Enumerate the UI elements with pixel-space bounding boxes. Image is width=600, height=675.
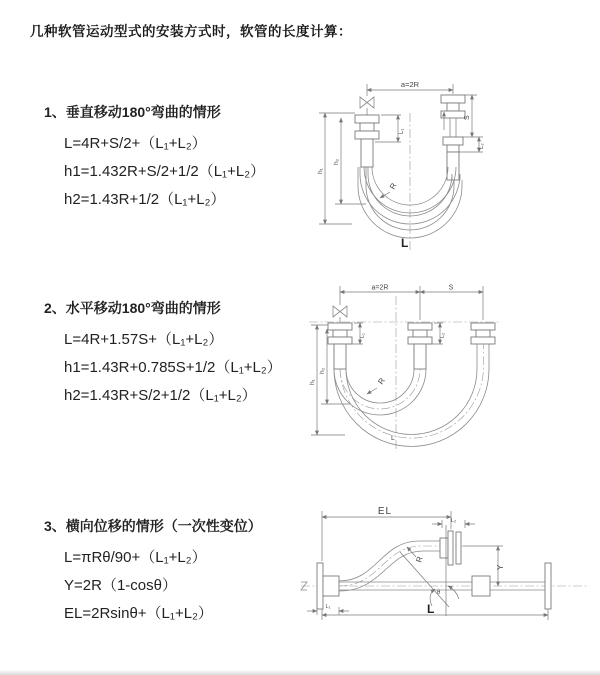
formula-l3: L=πRθ/90+（L₁+L₂） <box>64 549 207 566</box>
dim-label-stroke: S <box>464 115 471 120</box>
valve-icon <box>333 306 347 323</box>
left-flange <box>317 563 339 609</box>
dim-label-radius: R <box>387 181 399 191</box>
middle-pipe-fitting <box>408 323 432 369</box>
dim-label-h1: h₁ <box>309 379 316 385</box>
dim-label-offset: Y <box>496 564 505 570</box>
section-1-heading: 1、垂直移动180°弯曲的情形 <box>44 104 221 120</box>
dim-label-radius: R <box>414 555 425 564</box>
fitting-length-dimension-left <box>307 604 349 615</box>
fitting-length-dimension-right <box>432 518 475 528</box>
span-dimension <box>367 80 453 96</box>
radius-callout <box>380 181 399 198</box>
radius-callout <box>407 547 425 564</box>
diagram-lateral-displacement <box>297 503 592 643</box>
braided-hose-section <box>361 139 373 167</box>
section-3-heading: 3、横向位移的情形（一次性变位） <box>44 518 262 534</box>
upper-flange <box>440 531 461 565</box>
dim-label-l1: L₁ <box>399 128 405 134</box>
section-3 <box>44 516 262 628</box>
left-pipe-fitting <box>355 115 379 167</box>
dim-label-stroke: S <box>448 284 454 292</box>
dim-label-length: L <box>391 435 395 442</box>
valve-icon <box>360 97 374 115</box>
section-2 <box>44 298 282 410</box>
dim-label-length: L <box>401 236 409 250</box>
section-2-heading: 2、水平移动180°弯曲的情形 <box>44 300 221 316</box>
el-dimension <box>322 506 451 564</box>
formula-el3: EL=2Rsinθ+（L₁+L₂） <box>64 605 213 622</box>
u-bend-hose-curves <box>334 344 489 446</box>
formula-y3: Y=2R（1-cosθ） <box>64 577 177 594</box>
scan-edge-shadow <box>0 670 600 675</box>
braided-hose-section <box>334 344 346 369</box>
dim-label-span: a=2R <box>400 80 420 89</box>
height-dimensions <box>317 113 366 224</box>
dim-label-l1: L₁ <box>325 604 331 610</box>
formula-h2-1: h2=1.43R+1/2（L₁+L₂） <box>64 191 226 208</box>
dim-label-l2: L₂ <box>440 332 446 338</box>
fitting-length-dimension-left <box>375 115 405 142</box>
braided-hose-section <box>414 344 426 369</box>
dim-label-length: L <box>427 602 435 616</box>
dim-label-span: a=2R <box>371 284 389 292</box>
formula-h2-2: h2=1.43R+S/2+1/2（L₁+L₂） <box>64 387 257 404</box>
dim-label-h1: h₁ <box>317 168 324 174</box>
radius-callout <box>367 376 387 394</box>
dim-label-l1: L₁ <box>360 333 366 338</box>
dim-label-h2: h₂ <box>333 158 340 165</box>
dim-label-angle: θ <box>437 590 441 596</box>
dim-label-l2: L₂ <box>479 143 485 149</box>
formula-h1-1: h1=1.432R+S/2+1/2（L₁+L₂） <box>64 163 266 180</box>
braided-hose-section <box>447 152 459 180</box>
page-title: 几种软管运动型式的安装方式时，软管的长度计算： <box>30 24 352 39</box>
length-dimension <box>322 602 548 620</box>
diagram-vertical-180-bend <box>306 68 546 258</box>
formula-l1: L=4R+S/2+（L₁+L₂） <box>64 135 207 152</box>
span-and-stroke-dimensions <box>340 285 483 321</box>
formula-l2: L=4R+1.57S+（L₁+L₂） <box>64 331 224 348</box>
diagram-horizontal-180-bend <box>303 282 553 462</box>
left-pipe-fitting <box>328 323 352 369</box>
dim-label-h2: h₂ <box>319 367 326 374</box>
dim-label-l2: L₂ <box>450 518 457 524</box>
section-1 <box>44 102 265 214</box>
dim-label-el: EL <box>377 506 393 517</box>
right-pipe-fitting <box>471 323 495 344</box>
right-pipe-fitting <box>441 95 465 180</box>
formula-h1-2: h1=1.43R+0.785S+1/2（L₁+L₂） <box>64 359 282 376</box>
dim-label-radius: R <box>376 376 387 387</box>
